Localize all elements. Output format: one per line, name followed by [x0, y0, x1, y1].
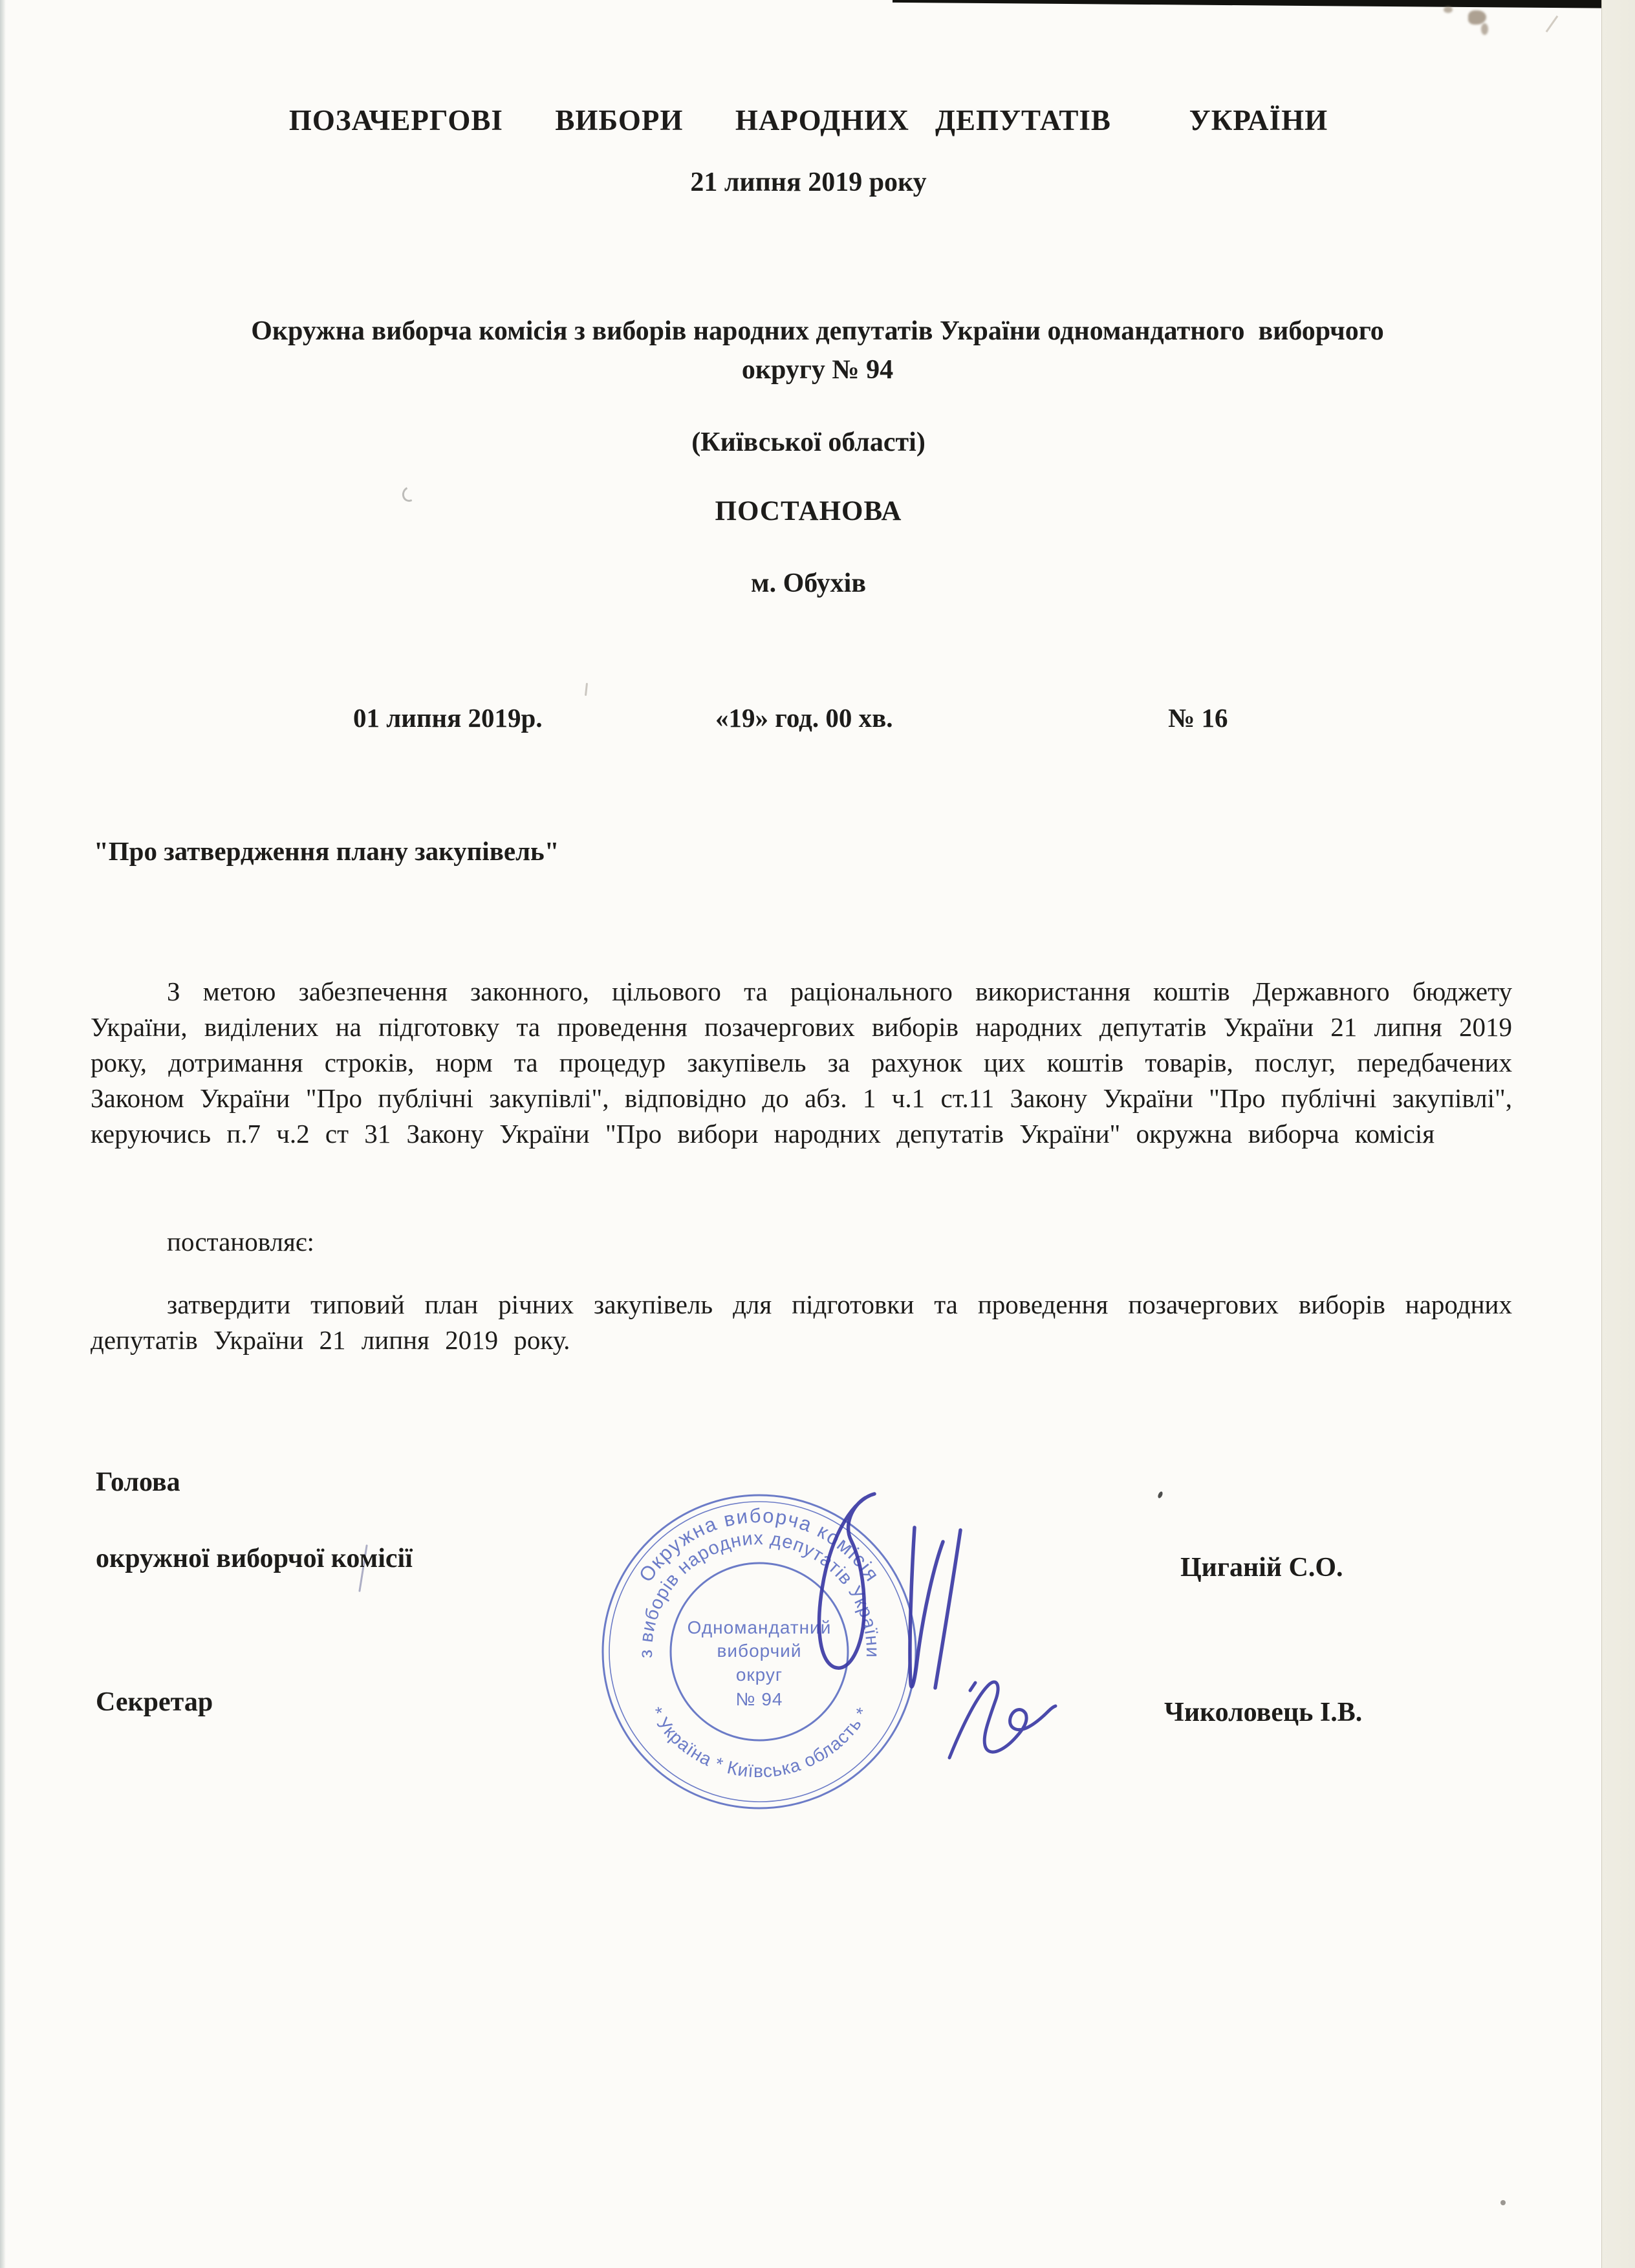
scan-edge-left-strip: [0, 0, 6, 2268]
city-line: м. Обухів: [750, 568, 867, 598]
document-title: ПОЗАЧЕРГОВІ ВИБОРИ НАРОДНИХ ДЕПУТАТІВ УКРАЇНИ: [288, 104, 1328, 136]
secretary-signature: [949, 1682, 1056, 1758]
scan-edge-top-bar: [893, 0, 1635, 8]
scan-smudge: [1468, 10, 1486, 25]
scan-tick-mark: [1546, 16, 1559, 32]
stamp-center-line1: Одномандатний: [687, 1617, 832, 1637]
election-date: 21 липня 2019 року: [690, 167, 927, 197]
stamp-center-line3: округ: [735, 1665, 783, 1685]
stamp-center-line4: № 94: [735, 1689, 783, 1709]
document-type: ПОСТАНОВА: [715, 496, 902, 526]
chair-name: Циганій С.О.: [1180, 1553, 1343, 1582]
stamp-bottom-arc-text: * Україна * Київська область *: [645, 1703, 873, 1782]
scan-smudge: [1481, 23, 1488, 35]
body-paragraph-1: З метою забезпечення законного, цільового та раціонального використання коштів Державного бюджету України, виділених на підготовку та проведення позачергових виборів народних депутатів України 21 липня 2019 року, дотримання строків, норм та процедур закупівель за рахунок цих коштів товарів, послуг, передбачених Законом України "Про публічні закупівлі", відповідно до абз. 1 ч.1 ст.11 Закону України "Про публічні закупівлі", керуючись п.7 ч.2 ст 31 Закону України "Про вибори народних депутатів України" окружна виборча комісія: [91, 977, 1512, 1149]
dust-speck: [1500, 2200, 1506, 2205]
document-subject: "Про затвердження плану закупівель": [94, 836, 559, 866]
ink-speck: [1157, 1491, 1164, 1499]
region-line: (Київської області): [691, 427, 926, 457]
body-paragraph-2: затвердити типовий план річних закупівель для підготовки та проведення позачергових виборів народних депутатів України 21 липня 2019 року.: [91, 1290, 1512, 1355]
commission-name-line1: Окружна виборча комісія з виборів народних депутатів України одномандатного виборчого: [251, 316, 1384, 346]
dust-speck: [585, 683, 588, 696]
stamp-inner-arc-text: з виборів народних депутатів України: [635, 1528, 883, 1659]
resolves-line: постановляє:: [167, 1227, 314, 1257]
commission-name-line2: округу № 94: [741, 355, 894, 385]
meta-date: 01 липня 2019р.: [353, 703, 543, 733]
secretary-name: Чиколовець І.В.: [1164, 1698, 1363, 1727]
scan-edge-right-band: [1601, 0, 1635, 2268]
stamp-outer-arc-text: Окружна виборча комісія: [634, 1504, 885, 1586]
scan-smudge: [1444, 6, 1453, 13]
meta-time: «19» год. 00 хв.: [715, 703, 893, 733]
chair-signature-loop: [819, 1494, 874, 1668]
chair-role-line2: окружної виборчої комісії: [96, 1544, 413, 1573]
stamp-center-line2: виборчий: [717, 1641, 802, 1661]
chair-role-line1: Голова: [96, 1467, 180, 1497]
secretary-signature-accent: [970, 1683, 975, 1690]
commission-name: [45, 312, 1590, 389]
secretary-role: Секретар: [96, 1687, 213, 1717]
handwritten-signatures: [582, 1455, 1074, 1817]
meta-number: № 16: [1168, 703, 1228, 733]
